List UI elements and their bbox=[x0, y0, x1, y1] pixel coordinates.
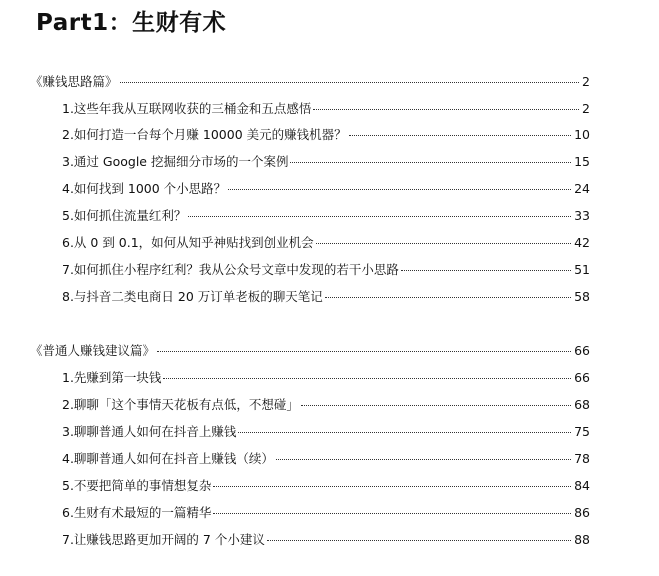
page-title: Part1：生财有术 bbox=[36, 10, 227, 36]
toc-entry[interactable] bbox=[62, 532, 590, 548]
toc-entry[interactable] bbox=[62, 451, 590, 467]
toc-page-number: 84 bbox=[574, 478, 590, 493]
toc-entry-label: 6.生财有术最短的一篇精华 bbox=[62, 505, 212, 520]
toc-entry[interactable] bbox=[62, 154, 590, 170]
toc-entry[interactable] bbox=[62, 478, 590, 494]
toc-entry[interactable] bbox=[62, 127, 590, 143]
dot-leader bbox=[228, 189, 571, 190]
toc-page-number: 15 bbox=[574, 154, 590, 169]
toc-entry[interactable] bbox=[62, 181, 590, 197]
dot-leader bbox=[349, 135, 571, 136]
dot-leader bbox=[213, 486, 571, 487]
dot-leader bbox=[163, 378, 571, 379]
toc-entry[interactable] bbox=[62, 235, 590, 251]
toc-entry-label: 7.如何抓住小程序红利？我从公众号文章中发现的若干小思路 bbox=[62, 262, 399, 277]
toc-entry[interactable] bbox=[62, 424, 590, 440]
toc-entry[interactable] bbox=[62, 397, 590, 413]
toc-section-label: 《普通人赚钱建议篇》 bbox=[30, 343, 156, 358]
toc-page-number: 66 bbox=[574, 343, 590, 358]
toc-page-number: 66 bbox=[574, 370, 590, 385]
toc-entry-label: 2.如何打造一台每个月赚 10000 美元的赚钱机器？ bbox=[62, 127, 347, 142]
toc-entry-label: 4.如何找到 1000 个小思路？ bbox=[62, 181, 227, 196]
toc-entry-label: 3.聊聊普通人如何在抖音上赚钱 bbox=[62, 424, 237, 439]
toc-entry-label: 7.让赚钱思路更加开阔的 7 个小建议 bbox=[62, 532, 265, 547]
dot-leader bbox=[238, 432, 571, 433]
toc-section-heading[interactable] bbox=[30, 343, 590, 359]
toc-page-number: 42 bbox=[574, 235, 590, 250]
toc-page-number: 78 bbox=[574, 451, 590, 466]
dot-leader bbox=[325, 297, 571, 298]
toc-page-number: 2 bbox=[582, 74, 590, 89]
dot-leader bbox=[276, 459, 571, 460]
toc-page-number: 10 bbox=[574, 127, 590, 142]
toc-entry[interactable] bbox=[62, 370, 590, 386]
toc-page-number: 68 bbox=[574, 397, 590, 412]
dot-leader bbox=[316, 243, 571, 244]
dot-leader bbox=[301, 405, 571, 406]
toc-entry-label: 1.先赚到第一块钱 bbox=[62, 370, 162, 385]
dot-leader bbox=[290, 162, 571, 163]
toc-page-number: 33 bbox=[574, 208, 590, 223]
dot-leader bbox=[120, 82, 580, 83]
dot-leader bbox=[188, 216, 571, 217]
toc-page-number: 75 bbox=[574, 424, 590, 439]
toc-entry[interactable] bbox=[62, 101, 590, 117]
toc-entry-label: 3.通过 Google 挖掘细分市场的一个案例 bbox=[62, 154, 289, 169]
toc-entry-label: 8.与抖音二类电商日 20 万订单老板的聊天笔记 bbox=[62, 289, 323, 304]
toc-page-number: 2 bbox=[582, 101, 590, 116]
toc-page-number: 51 bbox=[574, 262, 590, 277]
dot-leader bbox=[313, 109, 579, 110]
toc-entry[interactable] bbox=[62, 505, 590, 521]
toc-section-heading[interactable] bbox=[30, 74, 590, 90]
toc-page-number: 24 bbox=[574, 181, 590, 196]
dot-leader bbox=[401, 270, 571, 271]
toc-entry-label: 5.如何抓住流量红利？ bbox=[62, 208, 187, 223]
toc-page-number: 86 bbox=[574, 505, 590, 520]
dot-leader bbox=[267, 540, 571, 541]
toc-entry-label: 1.这些年我从互联网收获的三桶金和五点感悟 bbox=[62, 101, 312, 116]
toc-entry-label: 4.聊聊普通人如何在抖音上赚钱（续） bbox=[62, 451, 274, 466]
toc-entry[interactable] bbox=[62, 208, 590, 224]
toc-entry[interactable] bbox=[62, 289, 590, 305]
toc-page-number: 88 bbox=[574, 532, 590, 547]
toc-entry-label: 5.不要把简单的事情想复杂 bbox=[62, 478, 212, 493]
toc-section-label: 《赚钱思路篇》 bbox=[30, 74, 118, 89]
toc-entry[interactable] bbox=[62, 262, 590, 278]
toc-page-number: 58 bbox=[574, 289, 590, 304]
toc-entry-label: 6.从 0 到 0.1，如何从知乎神贴找到创业机会 bbox=[62, 235, 314, 250]
dot-leader bbox=[213, 513, 571, 514]
toc-entry-label: 2.聊聊「这个事情天花板有点低，不想碰」 bbox=[62, 397, 299, 412]
dot-leader bbox=[157, 351, 571, 352]
